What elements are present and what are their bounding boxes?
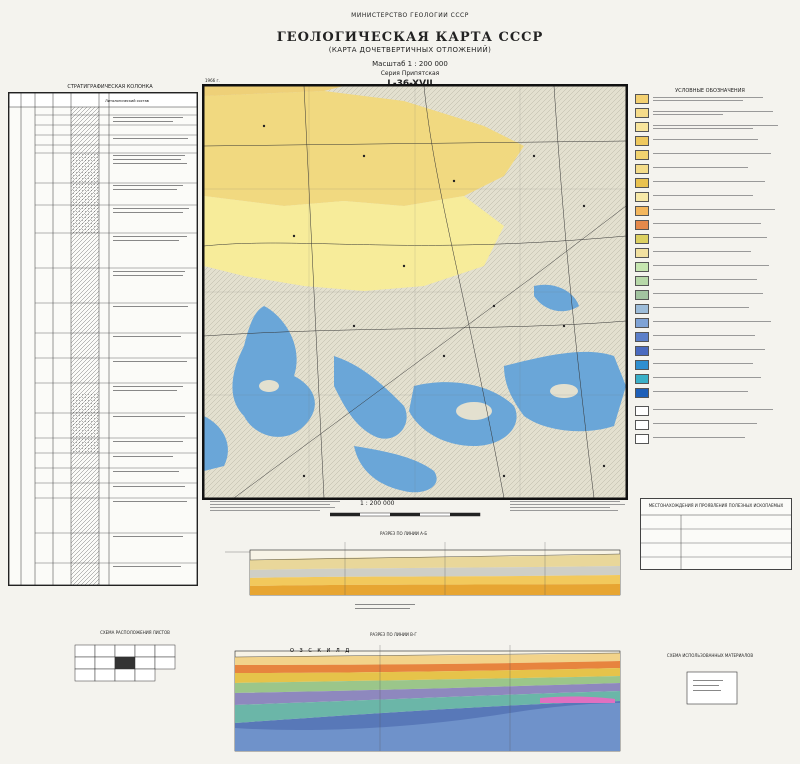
legend-swatch bbox=[635, 420, 649, 430]
map-graphic bbox=[204, 86, 626, 498]
legend-item bbox=[628, 220, 793, 229]
legend-swatch bbox=[635, 108, 649, 118]
legend-swatch bbox=[635, 164, 649, 174]
legend-swatch bbox=[635, 262, 649, 272]
section-vg-label: О З С К И Л Д bbox=[290, 648, 352, 654]
legend-swatch bbox=[635, 220, 649, 230]
legend-swatch bbox=[635, 374, 649, 384]
legend-swatch bbox=[635, 304, 649, 314]
map-scale-bottom: 1 : 200 000 bbox=[360, 500, 395, 507]
legend-item bbox=[628, 262, 793, 271]
legend-swatch bbox=[635, 276, 649, 286]
legend-item bbox=[628, 164, 793, 173]
series-label: Серия Припятская bbox=[380, 70, 440, 77]
legend-swatch bbox=[635, 318, 649, 328]
index-map bbox=[70, 643, 200, 688]
strat-header-text: Литологический состав bbox=[105, 99, 149, 103]
legend-swatch bbox=[635, 434, 649, 444]
legend-item bbox=[628, 192, 793, 201]
legend-item bbox=[628, 206, 793, 215]
index-map-title: СХЕМА РАСПОЛОЖЕНИЯ ЛИСТОВ bbox=[100, 630, 170, 635]
strat-column-title: СТРАТИГРАФИЧЕСКАЯ КОЛОНКА bbox=[67, 84, 153, 90]
legend-item bbox=[628, 276, 793, 285]
legend-item bbox=[628, 150, 793, 159]
legend-item bbox=[628, 304, 793, 313]
legend-swatch bbox=[635, 388, 649, 398]
legend-swatch bbox=[635, 206, 649, 216]
legend-item bbox=[628, 108, 793, 117]
legend-item bbox=[628, 374, 793, 383]
section-ab-title: РАЗРЕЗ ПО ЛИНИИ А-Б bbox=[380, 531, 428, 536]
legend-title: УСЛОВНЫЕ ОБОЗНАЧЕНИЯ bbox=[675, 88, 745, 94]
map-subtitle: (КАРТА ДОЧЕТВЕРТИЧНЫХ ОТЛОЖЕНИЙ) bbox=[328, 46, 492, 54]
legend-swatch bbox=[635, 178, 649, 188]
legend-item bbox=[628, 346, 793, 355]
legend-item bbox=[628, 360, 793, 369]
legend-swatch bbox=[635, 94, 649, 104]
legend-item bbox=[628, 136, 793, 145]
cross-section-ab bbox=[225, 542, 625, 632]
strat-column-graphic bbox=[9, 93, 197, 585]
legend-item bbox=[628, 178, 793, 187]
legend-item bbox=[628, 248, 793, 257]
deposits-panel bbox=[640, 498, 792, 570]
legend-swatch bbox=[635, 360, 649, 370]
legend-swatch bbox=[635, 406, 649, 416]
deposits-panel-title: МЕСТОНАХОЖДЕНИЯ И ПРОЯВЛЕНИЯ ПОЛЕЗНЫХ ИСКОПАЕМЫХ bbox=[648, 503, 784, 508]
geological-map[interactable] bbox=[202, 84, 628, 500]
legend-swatch bbox=[635, 248, 649, 258]
legend-item bbox=[628, 434, 793, 443]
used-materials-diagram bbox=[685, 670, 745, 710]
used-materials-title: СХЕМА ИСПОЛЬЗОВАННЫХ МАТЕРИАЛОВ bbox=[666, 653, 754, 658]
map-year: 1966 г. bbox=[205, 78, 220, 83]
legend-swatch bbox=[635, 122, 649, 132]
ministry-title: МИНИСТЕРСТВО ГЕОЛОГИИ СССР bbox=[351, 12, 469, 19]
map-scale-label: Масштаб 1 : 200 000 bbox=[372, 60, 448, 68]
legend-item bbox=[628, 406, 793, 415]
stratigraphic-column bbox=[8, 92, 198, 586]
cross-section-vg bbox=[210, 643, 630, 763]
map-notes-left bbox=[210, 499, 350, 513]
scale-bar bbox=[330, 510, 490, 520]
legend-item bbox=[628, 388, 793, 397]
legend-swatch bbox=[635, 346, 649, 356]
map-title: ГЕОЛОГИЧЕСКАЯ КАРТА СССР bbox=[276, 30, 544, 45]
legend-item bbox=[628, 94, 793, 103]
legend-swatch bbox=[635, 150, 649, 160]
legend-item bbox=[628, 332, 793, 341]
section-vg-title: РАЗРЕЗ ПО ЛИНИИ В-Г bbox=[370, 632, 417, 637]
legend-swatch bbox=[635, 332, 649, 342]
legend-swatch bbox=[635, 234, 649, 244]
legend-item bbox=[628, 318, 793, 327]
legend-item bbox=[628, 234, 793, 243]
legend-panel bbox=[628, 94, 793, 454]
map-notes-right bbox=[510, 499, 630, 513]
legend-swatch bbox=[635, 192, 649, 202]
legend-item bbox=[628, 290, 793, 299]
legend-item bbox=[628, 420, 793, 429]
legend-swatch bbox=[635, 290, 649, 300]
legend-item bbox=[628, 122, 793, 131]
legend-swatch bbox=[635, 136, 649, 146]
